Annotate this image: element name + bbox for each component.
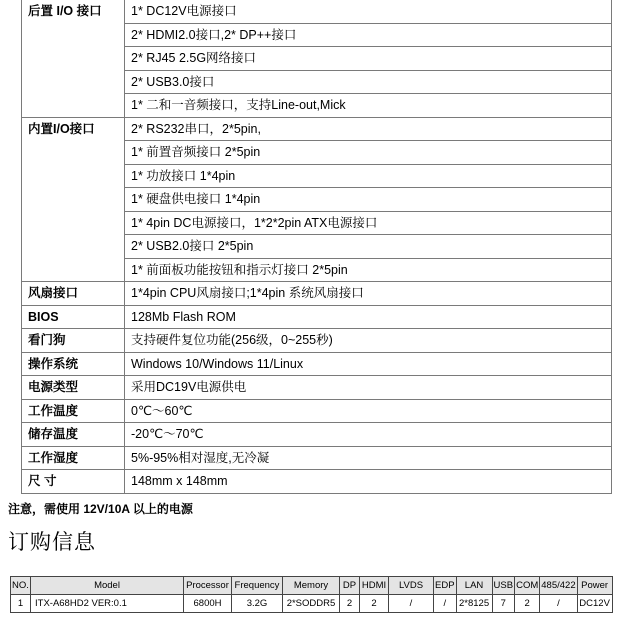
order-cell: 2 [340, 595, 360, 613]
order-header-cell: DP [340, 577, 360, 595]
spec-row [22, 376, 612, 400]
order-cell: 2 [360, 595, 389, 613]
spec-value: Windows 10/Windows 11/Linux [125, 352, 612, 376]
rear-io-item: 2* HDMI2.0接口,2* DP++接口 [125, 23, 612, 47]
rear-io-row [22, 0, 612, 23]
spec-row [22, 470, 612, 494]
power-note: 注意，需使用 12V/10A 以上的电源 [8, 502, 193, 516]
rear-io-label: 后置 I/O 接口 [22, 0, 125, 117]
internal-io-item: 1* 前置音频接口 2*5pin [125, 141, 612, 165]
order-table [10, 576, 613, 613]
rear-io-item: 2* RJ45 2.5G网络接口 [125, 47, 612, 71]
internal-io-item: 1* 前面板功能按钮和指示灯接口 2*5pin [125, 258, 612, 282]
order-header-cell: COM [515, 577, 540, 595]
order-header-cell: 485/422 [540, 577, 577, 595]
spec-value: 148mm x 148mm [125, 470, 612, 494]
spec-label: 电源类型 [22, 376, 125, 400]
order-info-title: 订购信息 [8, 531, 96, 554]
order-header-cell: HDMI [360, 577, 389, 595]
spec-value: 0℃～60℃ [125, 399, 612, 423]
order-header-cell: Processor [184, 577, 232, 595]
order-cell: 1 [11, 595, 31, 613]
order-header-cell: NO. [11, 577, 31, 595]
spec-value: 采用DC19V电源供电 [125, 376, 612, 400]
order-header-cell: Memory [283, 577, 340, 595]
spec-row [22, 399, 612, 423]
spec-value: 128Mb Flash ROM [125, 305, 612, 329]
order-cell: / [434, 595, 457, 613]
spec-value: -20℃～70℃ [125, 423, 612, 447]
spec-row [22, 329, 612, 353]
rear-io-item: 1* DC12V电源接口 [125, 0, 612, 23]
spec-value: 支持硬件复位功能(256级，0~255秒) [125, 329, 612, 353]
order-header-cell: Frequency [232, 577, 283, 595]
spec-label: 操作系统 [22, 352, 125, 376]
spec-label: 看门狗 [22, 329, 125, 353]
internal-io-row [22, 117, 612, 141]
internal-io-item: 1* 硬盘供电接口 1*4pin [125, 188, 612, 212]
order-header-row [11, 577, 613, 595]
order-cell: ITX-A68HD2 VER:0.1 [31, 595, 184, 613]
spec-row [22, 423, 612, 447]
spec-row [22, 305, 612, 329]
order-cell: 7 [492, 595, 515, 613]
spec-value: 5%-95%相对湿度,无冷凝 [125, 446, 612, 470]
order-cell: 2 [515, 595, 540, 613]
order-header-cell: LAN [456, 577, 492, 595]
spec-label: 工作湿度 [22, 446, 125, 470]
spec-label: 风扇接口 [22, 282, 125, 306]
spec-row [22, 446, 612, 470]
spec-label: 工作温度 [22, 399, 125, 423]
order-header-cell: LVDS [389, 577, 434, 595]
spec-row [22, 282, 612, 306]
internal-io-label: 内置I/O接口 [22, 117, 125, 282]
internal-io-item: 1* 功放接口 1*4pin [125, 164, 612, 188]
spec-table [21, 0, 612, 494]
order-cell: 2*SODDR5 [283, 595, 340, 613]
order-cell: 3.2G [232, 595, 283, 613]
order-cell: / [389, 595, 434, 613]
order-header-cell: Model [31, 577, 184, 595]
spec-value: 1*4pin CPU风扇接口;1*4pin 系统风扇接口 [125, 282, 612, 306]
order-row [11, 595, 613, 613]
spec-label: 尺 寸 [22, 470, 125, 494]
order-header-cell: EDP [434, 577, 457, 595]
order-cell: 6800H [184, 595, 232, 613]
order-header-cell: Power [577, 577, 612, 595]
spec-label: 储存温度 [22, 423, 125, 447]
spec-row [22, 352, 612, 376]
rear-io-item: 2* USB3.0接口 [125, 70, 612, 94]
internal-io-item: 2* USB2.0接口 2*5pin [125, 235, 612, 259]
order-cell: DC12V [577, 595, 612, 613]
rear-io-item: 1* 二和一音频接口，支持Line-out,Mick [125, 94, 612, 118]
order-header-cell: USB [492, 577, 515, 595]
order-cell: 2*8125 [456, 595, 492, 613]
order-cell: / [540, 595, 577, 613]
internal-io-item: 2* RS232串口，2*5pin, [125, 117, 612, 141]
spec-label: BIOS [22, 305, 125, 329]
internal-io-item: 1* 4pin DC电源接口，1*2*2pin ATX电源接口 [125, 211, 612, 235]
